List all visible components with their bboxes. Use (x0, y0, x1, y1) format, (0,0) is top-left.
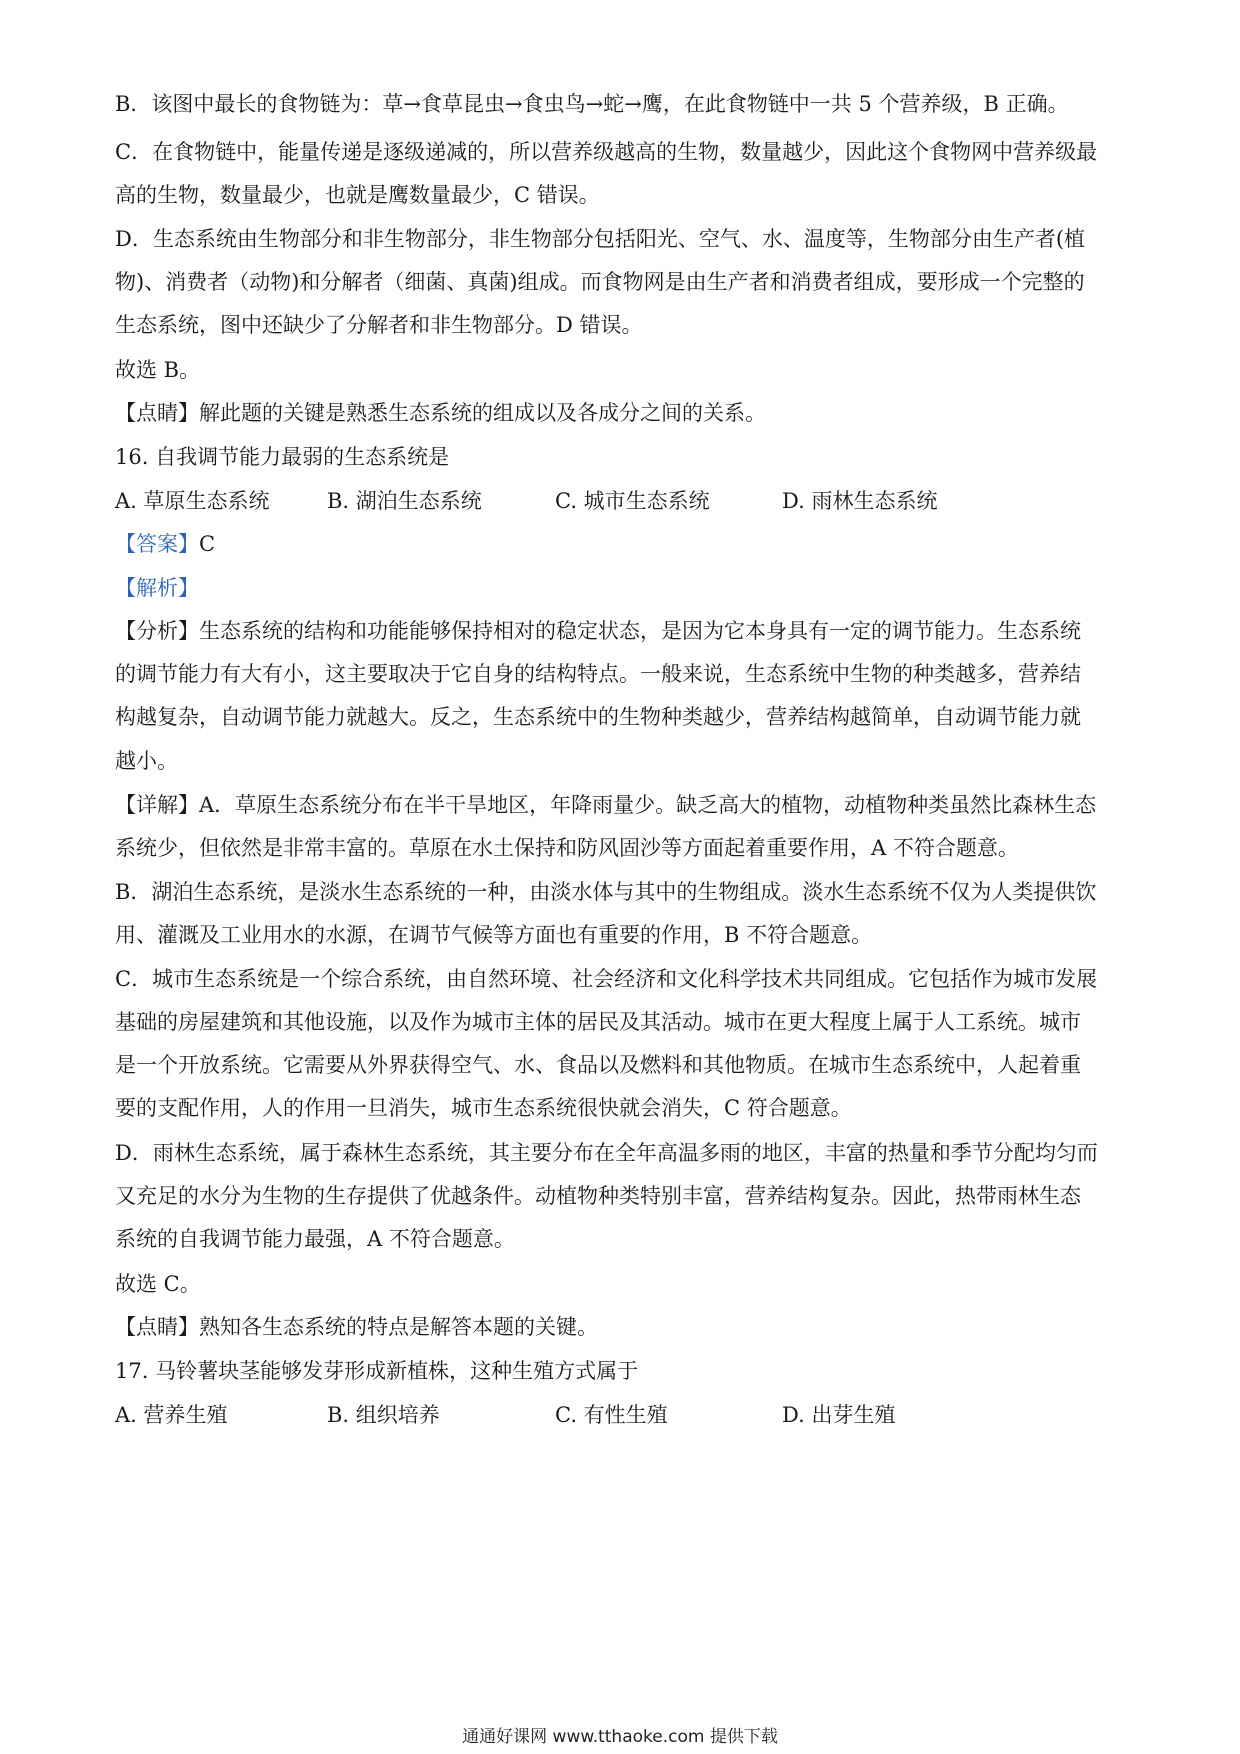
analysis-line: D．雨林生态系统，属于森林生态系统，其主要分布在全年高温多雨的地区，丰富的热量和季节分配均匀而 (115, 1141, 1098, 1165)
paragraph-15c-line2: 高的生物，数量最少，也就是鹰数量最少，C 错误。 (115, 183, 600, 207)
analysis-line: B．湖泊生态系统，是淡水生态系统的一种，由淡水体与其中的生物组成。淡水生态系统不仅为人类提供饮 (115, 880, 1097, 904)
paragraph-15d-line2: 物)、消费者（动物)和分解者（细菌、真菌)组成。而食物网是由生产者和消费者组成，要形成一个完整的 (115, 270, 1085, 294)
option-a: A. 营养生殖 (115, 1403, 228, 1427)
page-footer: 通通好课网 www.tthaoke.com 提供下载 (462, 1727, 778, 1747)
key-point-16: 【点睛】熟知各生态系统的特点是解答本题的关键。 (115, 1315, 598, 1339)
analysis-line: 用、灌溉及工业用水的水源，在调节气候等方面也有重要的作用，B 不符合题意。 (115, 923, 873, 947)
question-17-stem: 17. 马铃薯块茎能够发芽形成新植株，这种生殖方式属于 (115, 1359, 639, 1383)
analysis-line: 又充足的水分为生物的生存提供了优越条件。动植物种类特别丰富，营养结构复杂。因此，热带雨林生态 (115, 1184, 1081, 1208)
paragraph-15d-line3: 生态系统，图中还缺少了分解者和非生物部分。D 错误。 (115, 313, 643, 337)
choice-conclusion-15: 故选 B。 (115, 358, 201, 382)
option-a: A. 草原生态系统 (115, 489, 270, 513)
analysis-line: 是一个开放系统。它需要从外界获得空气、水、食品以及燃料和其他物质。在城市生态系统中，人起着重 (115, 1053, 1081, 1077)
answer-value: C (199, 532, 216, 556)
option-d: D. 出芽生殖 (782, 1403, 896, 1427)
analysis-line: 的调节能力有大有小，这主要取决于它自身的结构特点。一般来说，生态系统中生物的种类越多，营养结 (115, 662, 1081, 686)
analysis-label: 【解析】 (115, 576, 199, 600)
analysis-line: 【分析】生态系统的结构和功能能够保持相对的稳定状态，是因为它本身具有一定的调节能力。生态系统 (115, 619, 1081, 643)
choice-conclusion-16: 故选 C。 (115, 1272, 201, 1296)
paragraph-15c-line1: C．在食物链中，能量传递是逐级递减的，所以营养级越高的生物，数量越少，因此这个食物网中营养级最 (115, 140, 1098, 164)
paragraph-15b: B．该图中最长的食物链为：草→食草昆虫→食虫鸟→蛇→鹰，在此食物链中一共 5 个营养级，B 正确。 (115, 92, 1069, 116)
analysis-line: 系统的自我调节能力最强，A 不符合题意。 (115, 1227, 515, 1251)
analysis-line: 要的支配作用，人的作用一旦消失，城市生态系统很快就会消失，C 符合题意。 (115, 1096, 852, 1120)
option-c: C. 有性生殖 (555, 1403, 668, 1427)
question-17-options (115, 1401, 1115, 1429)
question-16-options (115, 487, 1115, 515)
option-d: D. 雨林生态系统 (782, 489, 938, 513)
analysis-line: 【详解】A．草原生态系统分布在半干旱地区，年降雨量少。缺乏高大的植物，动植物种类虽然比森林生态 (115, 793, 1097, 817)
option-b: B. 组织培养 (327, 1403, 440, 1427)
analysis-line: 系统少，但依然是非常丰富的。草原在水土保持和防风固沙等方面起着重要作用，A 不符合题意。 (115, 836, 1019, 860)
option-c: C. 城市生态系统 (555, 489, 710, 513)
option-b: B. 湖泊生态系统 (327, 489, 482, 513)
analysis-line: 构越复杂，自动调节能力就越大。反之，生态系统中的生物种类越少，营养结构越简单，自动调节能力就 (115, 705, 1081, 729)
answer-label: 【答案】 (115, 532, 199, 556)
analysis-line: C．城市生态系统是一个综合系统，由自然环境、社会经济和文化科学技术共同组成。它包括作为城市发展 (115, 967, 1098, 991)
analysis-line: 越小。 (115, 749, 178, 773)
paragraph-15d-line1: D．生态系统由生物部分和非生物部分，非生物部分包括阳光、空气、水、温度等，生物部分由生产者(植 (115, 227, 1086, 251)
answer-line (115, 530, 1130, 558)
analysis-line: 基础的房屋建筑和其他设施，以及作为城市主体的居民及其活动。城市在更大程度上属于人工系统。城市 (115, 1010, 1081, 1034)
key-point-15: 【点睛】解此题的关键是熟悉生态系统的组成以及各成分之间的关系。 (115, 401, 766, 425)
question-16-stem: 16. 自我调节能力最弱的生态系统是 (115, 445, 450, 469)
